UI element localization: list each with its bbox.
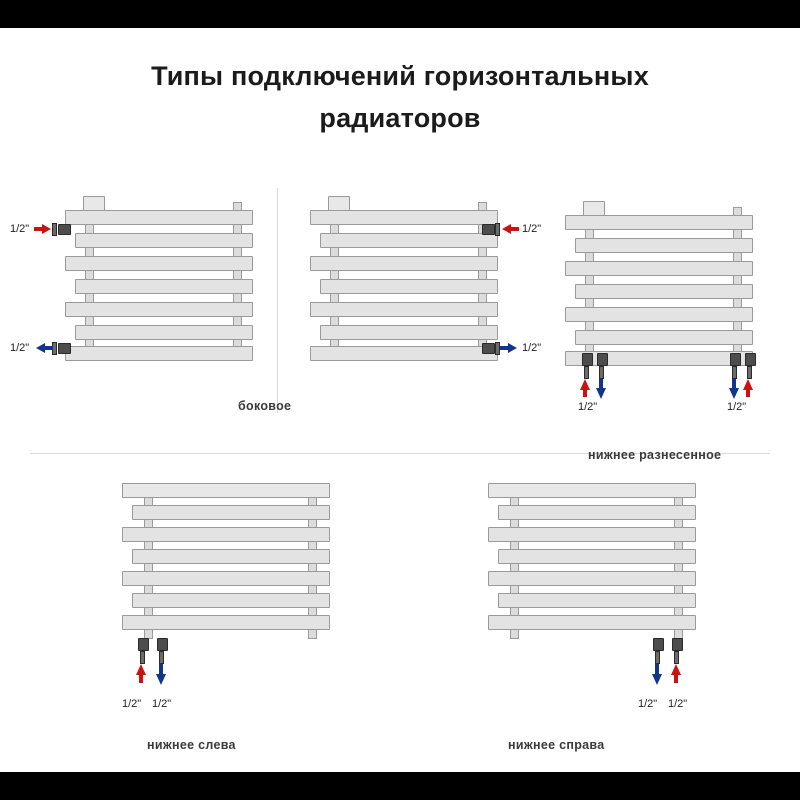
radiator-bar: [320, 279, 498, 294]
return-arrow-icon: [508, 343, 517, 353]
supply-arrow-stem: [583, 389, 587, 397]
union-nut: [599, 366, 604, 379]
radiator-bar: [65, 210, 253, 225]
pipe-size-label: 1/2": [727, 401, 747, 413]
radiator-bar: [575, 330, 753, 345]
pipe-size-label: 1/2": [522, 223, 542, 235]
radiator-bar: [310, 302, 498, 317]
return-arrow-stem: [159, 664, 163, 674]
radiator-bar: [565, 261, 753, 276]
radiator-bar: [498, 505, 696, 520]
union-nut: [732, 366, 737, 379]
return-arrow-icon: [156, 674, 166, 685]
return-arrow-icon: [652, 674, 662, 685]
divider-vertical: [277, 188, 278, 413]
supply-arrow-stem: [674, 674, 678, 683]
radiator-bar: [122, 615, 330, 630]
supply-arrow-stem: [746, 389, 750, 397]
return-arrow-stem: [599, 379, 603, 388]
radiator-bar: [122, 527, 330, 542]
radiator-bar: [328, 196, 350, 211]
valve-fitting: [597, 353, 608, 366]
radiator-bar: [498, 549, 696, 564]
union-nut: [674, 651, 679, 664]
valve-fitting: [653, 638, 664, 651]
page-title: [0, 56, 800, 140]
radiator-bar: [75, 233, 253, 248]
radiator-bar: [132, 593, 330, 608]
radiator-bar: [488, 527, 696, 542]
pipe-size-label: 1/2": [10, 342, 30, 354]
valve-fitting: [58, 224, 71, 235]
radiator-bar: [565, 351, 753, 366]
radiator-bar: [320, 233, 498, 248]
radiator-bar: [488, 615, 696, 630]
union-nut: [747, 366, 752, 379]
radiator-side-right: [310, 196, 505, 361]
diagram-caption-bottom-left: нижнее слева: [147, 738, 236, 752]
diagram-caption-bottom-split: нижнее разнесенное: [588, 448, 722, 462]
return-arrow-stem: [45, 346, 53, 350]
radiator-bar: [65, 346, 253, 361]
pipe-size-label: 1/2": [122, 698, 142, 710]
valve-fitting: [745, 353, 756, 366]
radiator-bar: [132, 505, 330, 520]
valve-fitting: [582, 353, 593, 366]
radiator-bottom-right: [488, 483, 703, 643]
valve-fitting: [482, 343, 495, 354]
pipe-size-label: 1/2": [152, 698, 172, 710]
radiator-bar: [83, 196, 105, 211]
pipe-size-label: 1/2": [10, 223, 30, 235]
radiator-bar: [75, 279, 253, 294]
return-arrow-stem: [655, 664, 659, 674]
radiator-bar: [310, 256, 498, 271]
radiator-bar: [488, 571, 696, 586]
supply-arrow-icon: [42, 224, 51, 234]
radiator-bottom-left: [122, 483, 337, 643]
union-nut: [655, 651, 660, 664]
radiator-side-left: [65, 196, 260, 361]
return-arrow-stem: [732, 379, 736, 388]
supply-arrow-stem: [511, 227, 519, 231]
supply-arrow-icon: [502, 224, 511, 234]
return-arrow-icon: [36, 343, 45, 353]
radiator-bar: [565, 215, 753, 230]
return-arrow-stem: [500, 346, 509, 350]
union-nut: [495, 223, 500, 236]
radiator-bar: [565, 307, 753, 322]
union-nut: [159, 651, 164, 664]
union-nut: [140, 651, 145, 664]
radiator-bar: [65, 302, 253, 317]
valve-fitting: [730, 353, 741, 366]
diagram-caption-side: боковое: [238, 399, 292, 413]
radiator-bar: [320, 325, 498, 340]
valve-fitting: [138, 638, 149, 651]
radiator-bar: [488, 483, 696, 498]
valve-fitting: [157, 638, 168, 651]
radiator-bottom-split: [565, 201, 760, 366]
page-title-line-1: Типы подключений горизонтальных: [151, 61, 649, 91]
page-title-line-2: радиаторов: [319, 102, 481, 133]
radiator-bar: [583, 201, 605, 216]
radiator-bar: [122, 483, 330, 498]
pipe-size-label: 1/2": [638, 698, 658, 710]
radiator-bar: [310, 346, 498, 361]
radiator-bar: [575, 238, 753, 253]
pipe-size-label: 1/2": [578, 401, 598, 413]
radiator-bar: [575, 284, 753, 299]
union-nut: [584, 366, 589, 379]
supply-arrow-stem: [34, 227, 43, 231]
radiator-bar: [498, 593, 696, 608]
radiator-bar: [310, 210, 498, 225]
diagram-caption-bottom-right: нижнее справа: [508, 738, 605, 752]
diagram-canvas: [0, 28, 800, 772]
pipe-size-label: 1/2": [668, 698, 688, 710]
valve-fitting: [58, 343, 71, 354]
union-nut: [52, 223, 57, 236]
radiator-bar: [132, 549, 330, 564]
supply-arrow-stem: [139, 674, 143, 683]
radiator-bar: [65, 256, 253, 271]
valve-fitting: [672, 638, 683, 651]
radiator-bar: [75, 325, 253, 340]
valve-fitting: [482, 224, 495, 235]
return-arrow-icon: [729, 388, 739, 399]
radiator-bar: [122, 571, 330, 586]
pipe-size-label: 1/2": [522, 342, 542, 354]
return-arrow-icon: [596, 388, 606, 399]
